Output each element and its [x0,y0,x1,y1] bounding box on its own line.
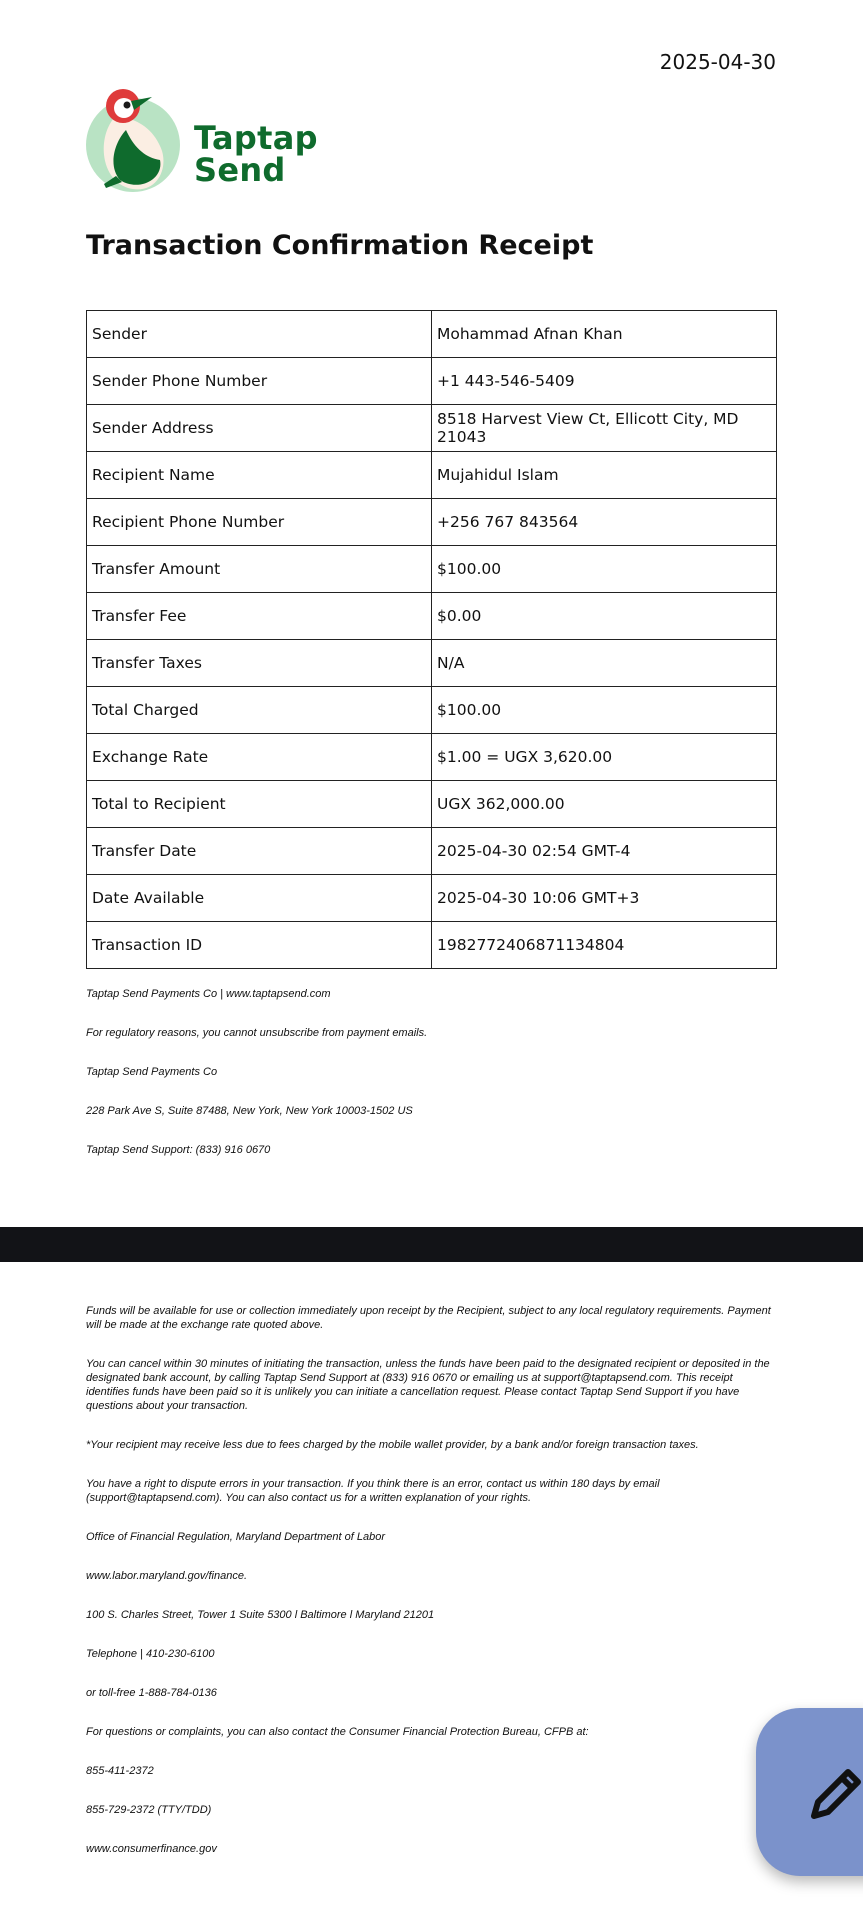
footer-line: Taptap Send Support: (833) 916 0670 [86,1144,271,1156]
footer-line: Taptap Send Payments Co | www.taptapsend.com [86,988,331,1000]
row-value: Mujahidul Islam [432,452,777,499]
disclosure-line: Funds will be available for use or collection immediately upon receipt by the Recipient, subject to any local regulatory requirements. Payment will be made at the exchange rate quoted above. [86,1305,771,1331]
row-value: 8518 Harvest View Ct, Ellicott City, MD 21043 [432,405,777,452]
row-value: +1 443-546-5409 [432,358,777,405]
table-row [87,499,777,546]
pencil-icon [806,1764,863,1824]
table-row [87,781,777,828]
disclosure-line: 100 S. Charles Street, Tower 1 Suite 5300 l Baltimore l Maryland 21201 [86,1609,435,1621]
edit-fab-button[interactable] [756,1708,863,1876]
disclosure-line: or toll-free 1-888-784-0136 [86,1687,217,1699]
row-value: UGX 362,000.00 [432,781,777,828]
row-value: 1982772406871134804 [432,922,777,969]
bird-logo-icon [86,88,186,198]
disclosure-line: www.labor.maryland.gov/finance. [86,1570,248,1582]
row-label: Total to Recipient [87,781,432,828]
table-row [87,405,777,452]
row-value: 2025-04-30 02:54 GMT-4 [432,828,777,875]
brand-line-2: Send [194,151,286,189]
table-row [87,734,777,781]
row-value: +256 767 843564 [432,499,777,546]
disclosure-line: www.consumerfinance.gov [86,1843,217,1855]
disclosure-line: For questions or complaints, you can also contact the Consumer Financial Protection Bureau, CFPB at: [86,1726,589,1738]
row-label: Sender Address [87,405,432,452]
table-row [87,828,777,875]
row-value: 2025-04-30 10:06 GMT+3 [432,875,777,922]
footer-notes [86,987,786,1182]
disclosure-line: Telephone | 410-230-6100 [86,1648,215,1660]
table-row [87,311,777,358]
table-row [87,358,777,405]
brand-wordmark [194,119,318,189]
row-label: Transfer Taxes [87,640,432,687]
disclosure-notes [86,1304,776,1881]
disclosure-line: You have a right to dispute errors in your transaction. If you think there is an error, contact us within 180 days by email (support@taptapsend.com). You can also contact us for a written explanation of your rights. [86,1478,660,1504]
row-label: Recipient Name [87,452,432,499]
row-label: Transfer Amount [87,546,432,593]
table-row [87,593,777,640]
table-row [87,546,777,593]
page-separator [0,1227,863,1262]
row-value: N/A [432,640,777,687]
footer-line: For regulatory reasons, you cannot unsubscribe from payment emails. [86,1027,428,1039]
table-row [87,922,777,969]
table-row [87,687,777,734]
taptap-send-logo [86,88,316,198]
table-row [87,640,777,687]
footer-line: Taptap Send Payments Co [86,1066,218,1078]
disclosure-line: 855-411-2372 [86,1765,154,1777]
disclosure-line: 855-729-2372 (TTY/TDD) [86,1804,212,1816]
row-label: Recipient Phone Number [87,499,432,546]
row-label: Sender [87,311,432,358]
row-label: Transfer Fee [87,593,432,640]
row-label: Transaction ID [87,922,432,969]
footer-line: 228 Park Ave S, Suite 87488, New York, New York 10003-1502 US [86,1105,413,1117]
disclosure-line: You can cancel within 30 minutes of initiating the transaction, unless the funds have been paid to the designated recipient or deposited in the designated bank account, by calling Taptap Send Support at (833) 916 0670 or emailing us at support@taptapsend.com. This receipt identifies funds have been paid so it is unlikely you can initiate a cancellation request. Please contact Taptap Send Support if you have questions about your transaction. [86,1358,770,1412]
page-title: Transaction Confirmation Receipt [86,230,594,261]
table-row [87,452,777,499]
row-value: $0.00 [432,593,777,640]
row-value: Mohammad Afnan Khan [432,311,777,358]
row-value: $1.00 = UGX 3,620.00 [432,734,777,781]
table-row [87,875,777,922]
row-label: Transfer Date [87,828,432,875]
row-value: $100.00 [432,546,777,593]
receipt-table [86,310,777,969]
row-label: Total Charged [87,687,432,734]
receipt-date: 2025-04-30 [659,50,776,74]
brand-line-1: Taptap [194,119,318,157]
row-label: Date Available [87,875,432,922]
row-value: $100.00 [432,687,777,734]
row-label: Sender Phone Number [87,358,432,405]
row-label: Exchange Rate [87,734,432,781]
disclosure-line: *Your recipient may receive less due to fees charged by the mobile wallet provider, by a bank and/or foreign transaction taxes. [86,1439,699,1451]
disclosure-line: Office of Financial Regulation, Maryland Department of Labor [86,1531,385,1543]
